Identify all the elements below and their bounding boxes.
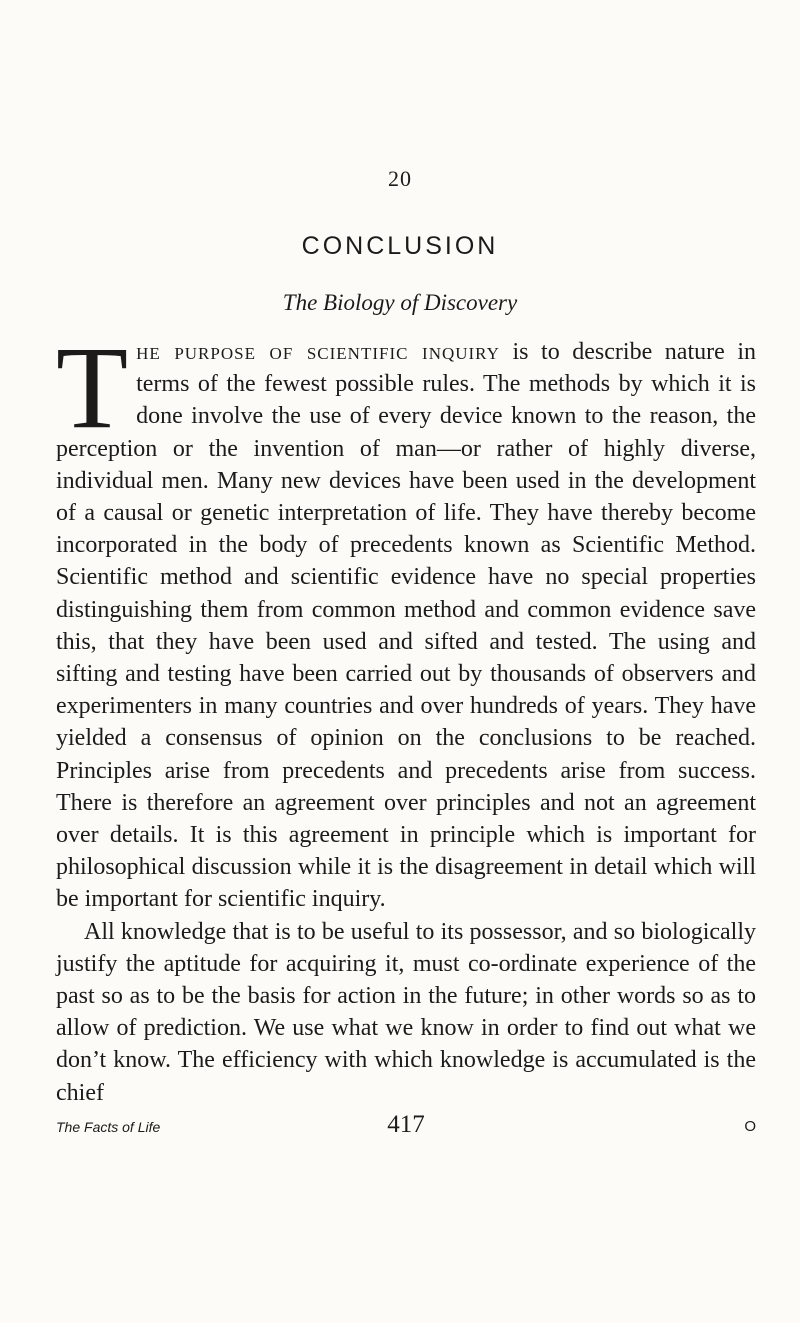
chapter-title: CONCLUSION bbox=[301, 232, 499, 260]
chapter-number: 20 bbox=[388, 166, 412, 191]
running-title: The Facts of Life bbox=[56, 1119, 161, 1135]
lead-in-small-caps: he purpose of scientific inquiry bbox=[136, 339, 500, 365]
chapter-subtitle: The Biology of Discovery bbox=[282, 290, 518, 315]
page-footer bbox=[56, 1111, 756, 1145]
paragraph-2: All knowledge that is to be useful to its possessor, and so biologically justify the aptitude for acquiring it, must co-ordinate experience of the past so as to be the basis for action in the future; in other words so as to allow of prediction. We use what we know in order to find out what we don’t know. The efficiency with which knowledge is accumulated is the chief bbox=[56, 918, 756, 1106]
page-number: 417 bbox=[387, 1111, 425, 1138]
body-text bbox=[56, 322, 757, 1109]
paragraph-1 bbox=[56, 322, 757, 916]
signature-mark: O bbox=[744, 1118, 756, 1135]
drop-cap: T bbox=[56, 322, 129, 453]
paragraph-1-text: is to describe nature in terms of the fewest possible rules. The methods by which it is done involve the use of every device known to the reason, the perception or the invention of man—or rather of highly diverse, individual men. Many new devices have been used in the development of a causal or genetic interpretation of life. They have thereby become incorporated in the body of precedents known as Scientific Method. Scientific method and scientific evidence have no special properties distinguishing them from common method and common evidence save this, that they have been used and sifted and tested. The using and sifting and testing have been carried out by thousands of observers and experimenters in many countries and over hundreds of years. They have yielded a consensus of opinion on the conclusions to be reached. Principles arise from precedents and precedents arise from success. There is therefore an agreement over principles and not an agreement over details. It is this agreement in principle which is important for philosophical discussion while it is the disagreement in detail which will be important for scientific inquiry. bbox=[56, 339, 757, 913]
